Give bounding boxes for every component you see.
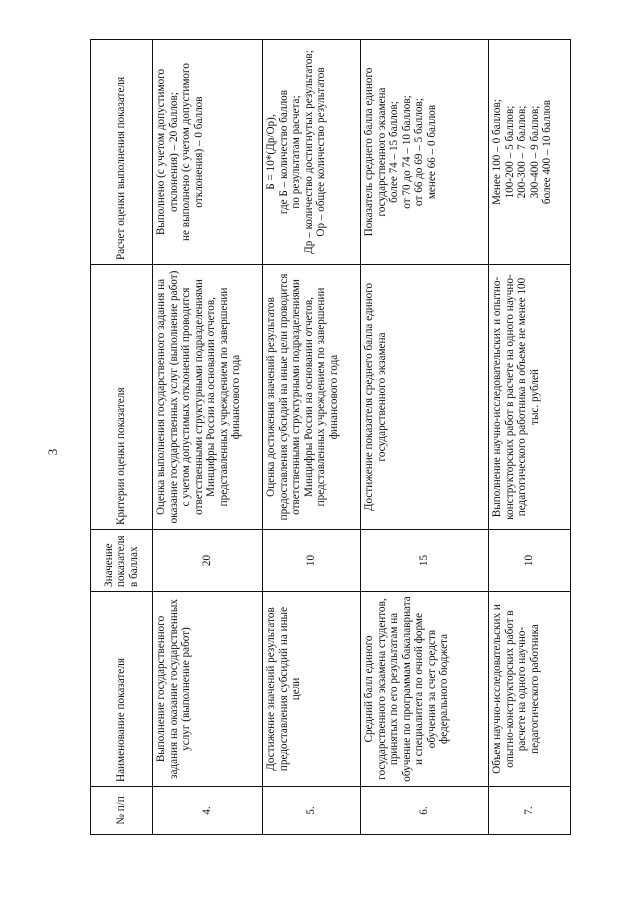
- row-name: Выполнение государственного задания на оказание государственных услуг (выполнение работ): [153, 592, 263, 787]
- header-row: [91, 40, 153, 835]
- row-calc: [361, 40, 489, 265]
- row-value: 10: [263, 530, 361, 592]
- calc-line: Др – количество достигнутых результатов;: [302, 50, 315, 254]
- row-num: 6.: [361, 787, 489, 835]
- calc-line: Ор – общее количество результатов: [315, 67, 328, 237]
- calc-line: 100-200 – 5 баллов;: [503, 105, 516, 199]
- header-calc: Расчет оценки выполнения показателя: [91, 40, 153, 265]
- row-calc: [263, 40, 361, 265]
- row-criteria: Оценка выполнения государственного задания на оказание государственных услуг (выполнение работ) с учетом допустимых отклонений проводится ответственными структурными подразделениями Минцифры России на основании отчетов, представленных учреждением по завершении финансового года: [153, 265, 263, 530]
- row-name: Достижение значений результатов предоставления субсидий на иные цели: [263, 592, 361, 787]
- indicators-table: [90, 39, 571, 835]
- calc-line: 300-400 – 9 баллов;: [528, 105, 541, 199]
- calc-line: менее 66 – 0 баллов: [425, 104, 438, 200]
- row-num: 5.: [263, 787, 361, 835]
- row-criteria: Оценка достижения значений результатов предоставления субсидий на иные цели проводится ответственными структурными подразделениями Минцифры России на основании отчетов, представленных учреждением по завершении финансового года: [263, 265, 361, 530]
- row-value: 20: [153, 530, 263, 592]
- page-number: 3: [45, 448, 60, 456]
- row-calc: [153, 40, 263, 265]
- row-criteria: Выполнение научно-исследовательских и опытно-конструкторских работ в расчете на одного научно-педагогического работника в объеме не менее 100 тыс. рублей: [489, 265, 571, 530]
- calc-line: Менее 100 – 0 баллов;: [491, 99, 503, 205]
- calc-line: Выполнено (с учетом допустимого отклонения) – 20 баллов;: [155, 68, 180, 236]
- calc-line: где Б – количество баллов: [277, 89, 290, 215]
- table-row: [153, 40, 263, 835]
- calc-line: не выполнено (с учетом допустимого отклонения) – 0 баллов: [180, 63, 205, 241]
- table-row: [361, 40, 489, 835]
- calc-line: более 74 – 15 баллов;: [388, 101, 401, 203]
- calc-line: 200-300 – 7 баллов;: [516, 105, 529, 199]
- row-name: Средний балл единого государственного экзамена студентов, принятых по его результатам на обучение по программам бакалавриата и специалитета по очной форме обучения за счет средств федерального бюджета: [361, 592, 489, 787]
- row-criteria: Достижение показателя среднего балла единого государственного экзамена: [361, 265, 489, 530]
- row-num: 4.: [153, 787, 263, 835]
- row-calc: [489, 40, 571, 265]
- row-name: Объем научно-исследовательских и опытно-конструкторских работ в расчете на одного научно-педагогического работника: [489, 592, 571, 787]
- table-row: [263, 40, 361, 835]
- row-num: 7.: [489, 787, 571, 835]
- header-criteria: Критерии оценки показателя: [91, 265, 153, 530]
- table-row: [489, 40, 571, 835]
- calc-line: от 66 до 69 – 5 баллов;: [413, 98, 426, 206]
- header-value: Значение показателя в баллах: [91, 530, 153, 592]
- indicators-table-container: [90, 40, 570, 835]
- calc-line: Б = 10*(Др/Ор),: [265, 114, 277, 190]
- header-num: № п/п: [91, 787, 153, 835]
- row-value: 15: [361, 530, 489, 592]
- calc-line: по результатам расчета;: [290, 95, 303, 209]
- calc-line: от 70 до 74 – 10 баллов;: [400, 95, 413, 209]
- calc-line: Показатель среднего балла единого государственного экзамена: [363, 67, 388, 237]
- row-value: 10: [489, 530, 571, 592]
- header-name: Наименование показателя: [91, 592, 153, 787]
- calc-line: более 400 – 10 баллов: [541, 99, 554, 205]
